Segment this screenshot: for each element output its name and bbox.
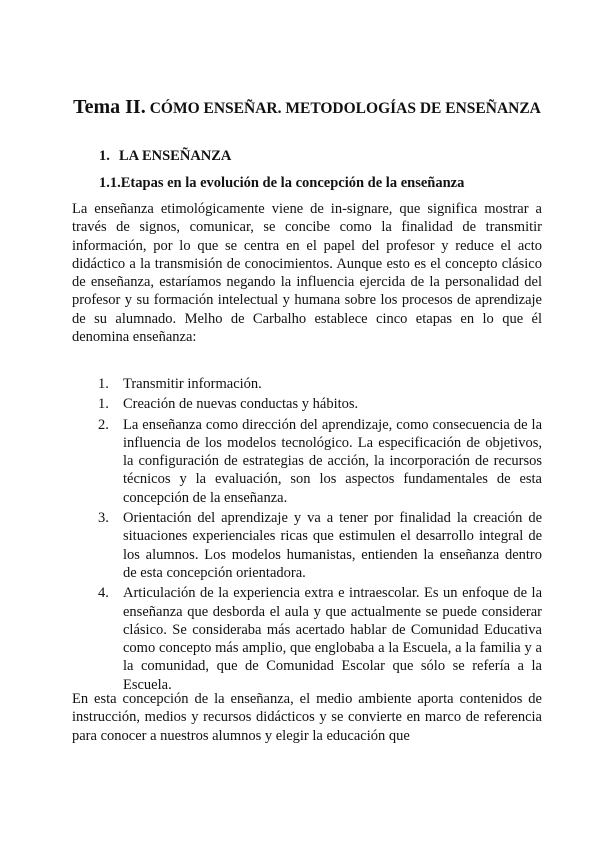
intro-paragraph: La enseñanza etimológicamente viene de in-signare, que significa mostrar a través de signos, comunicar, se concibe como la finalidad de transmitir información, por lo que se centra en el papel del profesor y reduce el acto didáctico a la transmisión de conocimientos. Aunque esto es el concepto clásico de enseñanza, estaríamos negando la influencia ejercida de la personalidad del profesor y su formación intelectual y humana sobre los procesos de aprendizaje de su alumnado. Melho de Carbalho establece cinco etapas en lo que él denomina enseñanza: — [72, 201, 542, 346]
list-item-text: Transmitir información. — [123, 376, 262, 392]
list-item-text: Orientación del aprendizaje y va a tener por finalidad la creación de situaciones experienciales ricas que estimulen el desarrollo integral de los alumnos. Los modelos humanistas, entienden la enseñanza dentro de esta concepción orientadora. — [123, 510, 542, 581]
section-heading — [99, 148, 231, 165]
subsection-heading: 1.1.Etapas en la evolución de la concepción de la enseñanza — [99, 175, 465, 191]
section-number: 1. — [99, 148, 110, 164]
list-item-text: Creación de nuevas conductas y hábitos. — [123, 396, 359, 413]
list-item — [72, 584, 542, 694]
closing-paragraph: En esta concepción de la enseñanza, el medio ambiente aporta contenidos de instrucción, medios y recursos didácticos y se convierte en marco de referencia para conocer a nuestros alumnos y elegir la educación que — [72, 691, 542, 744]
list-item-number: 2. — [98, 416, 109, 433]
section-label: LA ENSEÑANZA — [119, 148, 232, 164]
title-main: CÓMO ENSEÑAR. METODOLOGÍAS DE ENSEÑANZA — [149, 100, 541, 117]
list-item-text: La enseñanza como dirección del aprendizaje, como consecuencia de la influencia de los modelos tecnológico. La especificación de objetivos, la configuración de estrategias de acción, la incorporación de recursos técnicos y la evaluación, son los aspectos fundamentales de esta concepción de la enseñanza. — [123, 416, 542, 506]
list-item — [72, 375, 542, 393]
list-item — [72, 416, 542, 507]
list-item-number: 1. — [98, 396, 109, 413]
list-item-text: Articulación de la experiencia extra e intraescolar. Es un enfoque de la enseñanza que desborda el aula y que actualmente se puede considerar clásico. Se consideraba más acertado hablar de Comunidad Educativa como concepto más amplio, que englobaba a la Escuela, a la familia y a la comunidad, que de Comunidad Escolar que sólo se refería a la Escuela. — [123, 585, 542, 693]
list-item-number: 3. — [98, 510, 109, 527]
stages-list — [72, 375, 542, 696]
document-title — [0, 96, 614, 119]
title-prefix: Tema II. — [73, 96, 146, 118]
list-item-number: 1. — [98, 376, 109, 392]
list-item-number: 4. — [98, 585, 109, 602]
list-item — [72, 395, 542, 413]
list-item — [72, 509, 542, 582]
